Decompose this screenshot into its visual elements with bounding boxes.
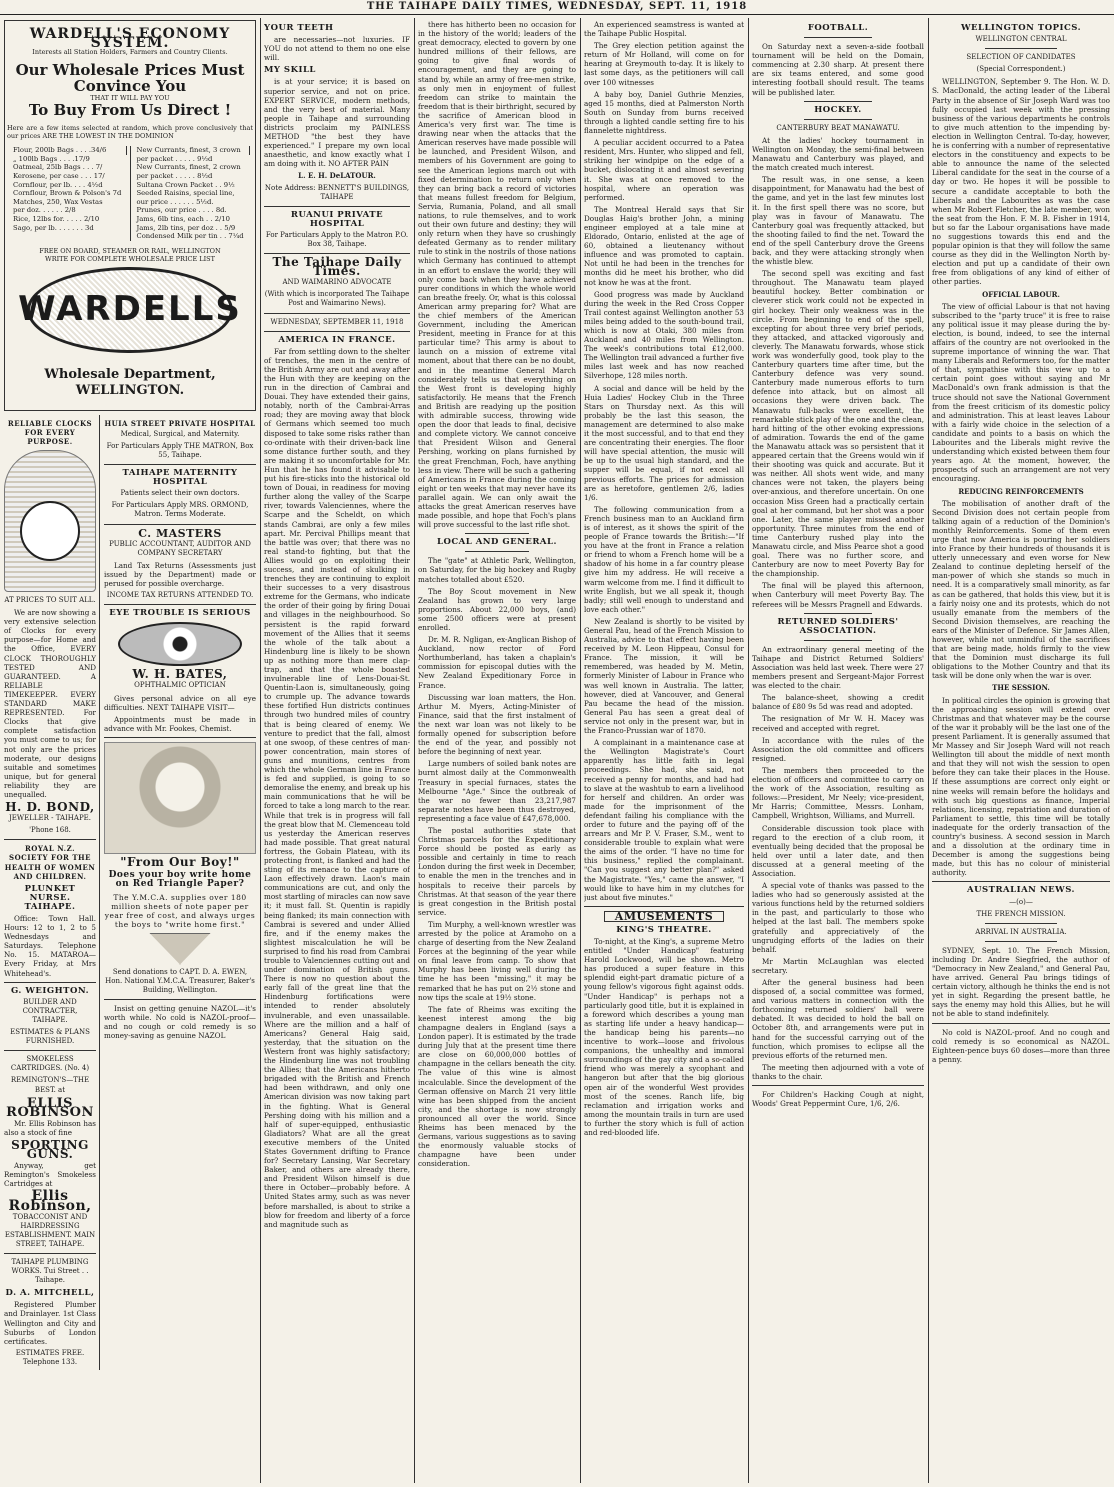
column-rule	[260, 18, 261, 1483]
ymca-l2: The Y.M.C.A. supplies over 180 million sheets of note paper per year free of cost, and always urges the boys to "write home first."	[104, 893, 256, 930]
col5-list-item: A complainant in a maintenance case at the Wellington Magistrate's Court apparently has little faith in legal proceedings. She had, she said, not received a penny for months, and had had to slave at the washtub to earn a livelihood for herself and children. An order was made for the imprisonment of the defendant failing his compliance with the order to future and the paying off of the arrears and Mr P. V. Fraser, S.M., went to considerable trouble to explain what were the aims of the order. "I have no time for this business," replied the complainant. "Can you suggest any better plan?" asked the Magistrate. "Yes," came the answer, "I would like to have him in my clutches for just about five minutes."	[584, 738, 744, 902]
ymca-triangle-icon	[149, 933, 211, 965]
ruanui-head: RUANUI PRIVATE HOSPITAL	[290, 209, 384, 229]
pr-item: Seeded Raisins, special line,	[136, 189, 235, 198]
labour-text: The view of official Labour is that not having subscribed to the "party truce" it is free to raise any political issue it may please during the by-election, is bound, indeed, to see the internal affairs of the country are not overlooked in the supreme importance of winning the war. That many Liberals and Reformers too, for the matter of that, sympathise with this view up to a certain point goes without saying and Mr MacDonald's own frank admission is that the truce should not save the National Government from the freest criticism of its domestic policy and administration. This at least leaves Labour with a fairly wide choice in the selection of a candidate and points to a basis on which the Labourites and the Liberals might revive the understanding which existed between them four years ago. At the moment, however, the prospects of such an arrangement are not very encouraging.	[932, 301, 1110, 484]
topics-sub: WELLINGTON CENTRAL	[975, 35, 1067, 44]
col5-list-item: An experienced seamstress is wanted at the Taihape Public Hospital.	[584, 20, 744, 39]
robinson-l7: Ellis Robinson,	[8, 1188, 92, 1214]
paper-note: (With which is incorporated The Taihape Post and Waimarino News).	[264, 290, 410, 308]
skill-head: MY SKILL	[264, 65, 316, 76]
teeth-l1: are necessaries—not luxuries. IF YOU do not attend to them no one else will.	[264, 35, 410, 63]
pr-item: Prunes, our price . . . . 8d.	[136, 206, 227, 215]
aus-arrival: ARRIVAL IN AUSTRALIA.	[975, 927, 1067, 936]
reinf-head: REDUCING REINFORCEMENTS	[958, 486, 1084, 496]
pr-item: Jams, 2lb tins, per doz . . 5/9	[136, 223, 236, 232]
america-head: AMERICA IN FRANCE.	[278, 334, 396, 345]
bates-head: EYE TROUBLE IS SERIOUS	[109, 608, 251, 619]
column-5	[584, 20, 744, 1483]
column-rule	[414, 18, 415, 1483]
robinson-l6: Anyway, get Remington's Smokeless Cartridges at	[4, 1161, 96, 1189]
col5-list-item: A peculiar accident occurred to a Patea resident, Mrs. Hunter, who slipped and fell, striking her windpipe on the edge of a bucket, dislocating it and almost severing it. She was at once removed to the hospital, where an operation was performed.	[584, 138, 744, 202]
aus-text: SYDNEY, Sept. 10. The French Mission, including Dr. Andre Siegfried, the author of "Democracy in New Zealand," and General Pau, have arrived. General Pau brings tidings of certain victory, although he thinks the end is not yet in sight. Regarding the present battle, he says the enemy may hold this Allies, but he will not be able to stand indefinitely.	[932, 945, 1110, 1019]
cure-ad: For Children's Hacking Cough at night, Woods' Great Peppermint Cure, 1/6, 2/6.	[752, 1090, 924, 1109]
rsa-list	[752, 645, 924, 1081]
local-list-item: Tim Murphy, a well-known wrestler was arrested by the police at Aramoho on a charge of deserting from the New Zealand Forces at the beginning of the year while on final leave from camp. To show that Murphy has been living well during the time he has been "missing," it may be remarked that he has put on 2½ stone and now tips the scale at 19½ stone.	[418, 919, 576, 1002]
eye-picture	[118, 622, 242, 666]
col5-list-item: Good progress was made by Auckland during the week in the Red Cross Copper Trail contest against Wellington another 53 miles being added to the south-bound trail, which is now at Otaki, 380 miles from Auckland and 40 miles from Wellington. The week's contributions total £12,000. The Wellington trail advanced a further five miles last week and has now reached Silverhope, 128 miles north.	[584, 289, 744, 381]
bond-prices: AT PRICES TO SUIT ALL.	[4, 596, 96, 604]
aus-o: —(o)—	[1009, 897, 1033, 906]
bond-head: RELIABLE CLOCKS FOR EVERY PURPOSE.	[7, 418, 93, 446]
local-list-item: Dr. M. R. Ngligan, ex-Anglican Bishop of Auckland, now rector of Ford Northumberland, has taken a chaplain's commission for episcopal duties with the New Zealand Expeditionary Force in France.	[418, 635, 576, 690]
masters-text: Land Tax Returns (Assessments just issued by the Department) made or perused for possible overcharge.	[104, 560, 256, 589]
bates-name: W. H. BATES,	[132, 667, 228, 682]
hockey-list-item: At the ladies' hockey tournament in Wellington on Monday, the semi-final between Manawatu and Canterbury was played, and the match created much interest.	[752, 135, 924, 173]
huia-sub: Medical, Surgical, and Maternity.	[120, 429, 240, 438]
robinson-l8: TOBACCONIST AND HAIRDRESSING ESTABLISHMENT. MAIN STREET, TAIHAPE.	[4, 1212, 96, 1248]
local-list-item: The Boy Scout movement in New Zealand has grown to very large proportions. About 22,000 boys, (and) some 2500 officers were at present enrolled.	[418, 586, 576, 632]
col2-ads	[100, 415, 256, 1370]
pr-item: Condensed Milk per tin . . 7¼d	[136, 232, 244, 241]
aus-head: AUSTRALIAN NEWS.	[967, 885, 1075, 896]
maternity-sub: Patients select their own doctors.	[120, 489, 240, 498]
col5-list-item: A social and dance will be held by the Huia Ladies' Hockey Club in the Three Stars on Thursday next. As this will probably be the last this season, the management are determined to also make it the most successful, and to that end they are concentrating their energies. The floor will have special attention, the music will be up to the usual high standard, and the supper will be equal, if not excel all previous efforts. The prices for admission are as heretofore, gentlemen 2/6, ladies 1/6.	[584, 383, 744, 502]
robinson-l1: SMOKELESS CARTRIDGES. (No. 4)	[10, 1055, 90, 1073]
rsa-head: RETURNED SOLDIERS' ASSOCIATION.	[777, 616, 899, 636]
robinson-l5: SPORTING GUNS.	[11, 1137, 89, 1162]
teeth-name: L. E. H. DeLATOUR.	[298, 171, 376, 181]
local-list-item: The postal authorities state that Christmas parcels for the Expeditionary Force should be posted as early as possible and certainly in time to reach London during the first week in December, to enable the men in the trenches and in hospitals to receive their parcels by Christmas. At that season of the year there is great congestion in the British postal service.	[418, 825, 576, 917]
local-list	[418, 556, 576, 1168]
local-list-item: The "gate" at Athletic Park, Wellington, on Saturday, for the big hockey and Rugby matches totalled about £520.	[418, 556, 576, 584]
maternity-head: TAIHAPE MATERNITY HOSPITAL	[122, 468, 238, 488]
soldier-picture	[104, 742, 256, 854]
wardell-write: WRITE FOR COMPLETE WHOLESALE PRICE LIST	[45, 254, 215, 263]
rsa-list-item: After the general business had been disposed of, a social committee was formed, and various matters in connection with the forthcoming returned soldiers' ball were debated. It was decided to hold the ball on October 8th, and arrangements were put in hand for the successful carrying out of the function, which promises to eclipse all the previous efforts of the returned men.	[752, 978, 924, 1060]
plumbing-text: Registered Plumber and Drainlayer. 1st Class Wellington and City and Suburbs of London certificates.	[4, 1300, 96, 1346]
kings-head: KING'S THEATRE.	[616, 924, 712, 935]
pl-item: „ 100lb Bags . . . .17/9	[13, 154, 90, 163]
pl-item: Rice, 12lbs for. . . . . 2/10	[13, 214, 100, 223]
wardell-price-list	[7, 146, 253, 241]
hockey-list-item: The final will be played this afternoon, when Canterbury will meet Poverty Bay. The referees will be Messrs Pragnell and Edwards.	[752, 581, 924, 609]
paper-sub: AND WAIMARINO ADVOCATE	[282, 278, 392, 287]
column-6	[752, 20, 924, 1483]
clock-picture	[4, 450, 96, 592]
col5-list-item: The Grey election petition against the return of Mr Holland, will come on for hearing at Greymouth to-day. It is likely to last some days, as the petitioners will call over 100 witnesses	[584, 41, 744, 87]
robinson-l3: ELLIS ROBINSON	[6, 1095, 94, 1120]
masters-income: INCOME TAX RETURNS ATTENDED TO.	[106, 591, 254, 600]
plumbing-head: TAIHAPE PLUMBING WORKS. Tui Street . . Taihape.	[11, 1258, 89, 1285]
pl-item: Sago, per lb. . . . . . . 3d	[13, 223, 94, 232]
price-list-right	[131, 146, 254, 241]
bates-text: Gives personal advice on all eye difficulties. NEXT TAIHAPE VISIT—	[104, 693, 256, 712]
wardell-logo: WARDELLS	[27, 267, 233, 353]
kings-text: To-night, at the King's, a supreme Metro entitled "Under Handicap" featuring Harold Lockwood, will be shown. Metro has produced a super feature in this splendid eight-part dramatic picture of a young fellow's vigorous fight against odds. "Under Handicap" is perhaps not a particularly good title, but it is explained in a foreword which describes a young man as starting life under a heavy handicap—the handicap being his parents—no incentive to work—loose and frivolous companions, the unhealthy and immoral surroundings of the gay city and a so-called friend who was merely a sycophant and hangeron but after that the big glorious open air of the wonderful West provides most of the scenes. Ranch life, big reclamation and irrigation works and among the mountain trails in turn are used to further the story which is full of action and red-blooded life.	[584, 937, 744, 1137]
column-4	[418, 20, 576, 1483]
pl-item: Cornflour, per lb. . . . 4½d	[13, 180, 103, 189]
topics-list	[932, 77, 1110, 286]
nazol-ad-2: No cold is NAZOL-proof. And no cough and cold remedy is so economical as NAZOL. Eighteen-pence buys 60 doses—more than three a penny.	[932, 1027, 1110, 1064]
rsa-list-item: Mr Martin McLaughlan was elected secretary.	[752, 956, 924, 975]
paper-date: WEDNESDAY, SEPTEMBER 11, 1918	[270, 317, 404, 326]
topics-head: WELLINGTON TOPICS.	[960, 23, 1082, 33]
rsa-list-item: A special vote of thanks was passed to the ladies who had so generously assisted at the various functions held by the returned soldiers in the past, and particularly to those who helped at the last ball. The members spoke gratefully and appreciatively of the ungrudging efforts of the ladies on their behalf.	[752, 881, 924, 954]
rsa-list-item: An extraordinary general meeting of the Taihape and District Returned Soldiers' Association was held last week. There were 27 members present and Sergeant-Major Forrest was elected to the chair.	[752, 644, 924, 691]
column-rule	[928, 18, 929, 1483]
paper-title: The Taihape Daily Times.	[272, 255, 402, 279]
weighton-est: ESTIMATES & PLANS FURNISHED.	[10, 1028, 90, 1046]
column-rule	[580, 18, 581, 1483]
price-list-left	[7, 146, 131, 241]
pl-item: Kerosene, per case . . . 17/	[13, 171, 105, 180]
rsa-list-item: The balance-sheet, showing a credit balance of £80 9s 5d was read and adopted.	[752, 693, 924, 712]
session-head: THE SESSION.	[992, 683, 1050, 693]
wardell-line3: THAT IT WILL PAY YOU	[90, 94, 170, 103]
col5-list-item: A baby boy, Daniel Guthrie Menzies, aged 15 months, died at Palmerston North South on Sunday from burns received through a lighted candle setting fire to his flannelette nightdress.	[584, 89, 744, 136]
hockey-list-item: The second spell was exciting and fast throughout. The Manawatu team played beautiful hockey. Better combination or cleverer stick work could not be expected in girl hockey. Their only weakness was in the circle. From beginning to end of the spell, excepting for about three very brief periods, they attacked, and attacked vigorously and cleverly. The Manawatu forwards, whose stick work was wonderfully good, took play to the Canterbury quarters time after time, but the Canterbury defence was very sound. Canterbury made numerous efforts to turn defence into attack, but on almost all occasions they were driven back. The Manawatu full-backs were excellent, the remarkable stick play of the one and the clean, hard hitting of the other evoking expressions of admiration. Towards the end of the game the Manawatu attack was so persistent that it appeared certain that the Greens would win if their shooting was quick and accurate. But it was neither. All shots went wide, and many chances were not taken, the players being over-anxious, and therefore uncertain. On one occasion Miss Green had a practically certain goal at her command, but her shot was a poor one. Later, the same player missed another opportunity. Three minutes from the end of time Canterbury rushed play into the Manawatu circle, and Miss Pearce shot a good goal. There was no further score, and Canterbury are now to meet Poverty Bay for the championship.	[752, 269, 924, 579]
amusements-head: AMUSEMENTS	[604, 911, 724, 922]
wardell-title: WARDELL'S ECONOMY SYSTEM.	[29, 26, 231, 52]
america-continued: there has hitherto been no occasion for in the history of the world; leaders of the great democracy, elected to govern by one hundred millions of their fellows, are going to give final words of encouragement, and they are going to stand by, while an army of free-men strike, as only men in enjoyment of fullest freedom can strike to maintain the freedom that is their birthright, secured by the sacrifice of American blood in America's very first war. The time is drawing near when the attacks that the American reserves have made possible will be launched, and President Wilson, and members of his Government are going to see the American legions march out with fixed determination to return only when they can bring back a record of victories that means fullest freedom for Belgium, Servia, Rumania, Poland, and all small nations, to rule themselves, and to work out their own future and destiny; they will only return when they have so crushingly defeated Germany as to render military rule to stink in the nostrils of those nations which Germany has continued to attempt in an effort to enslave the world; they will only come back when they have achieved purer conditions in which the whole world can breathe freely. Or, what is this colossal American army preparing for? What are the chief members of the American Government, including the American President, meeting in France for at this particular time? This army is about to launch on a mission of extreme vital moment, about that there can be no doubt, and in the meantime General March considerately tells us that everything on the West front is developing highly satisfactorily. He means that the French and British are readying up the position with admirable success, throwing wide open the door that leads to final, decisive and complete victory. We cannot conceive that President Wilson and General Pershing, working on plans furnished by the great Frenchman, Foch, have anything less in view. There will be such a gathering of Americans in France during the coming eight or ten weeks that may never have its parallel again. We can only await the attacks the great American reserves have made possible, and hope that Foch's plans will prove successful to the last rifle shot.	[418, 20, 576, 530]
wardell-free: FREE ON BOARD, STEAMER OR RAIL, WELLINGTON	[39, 246, 221, 255]
bates-trade: OPHTHALMIC OPTICIAN	[134, 681, 226, 690]
pl-item: Oatmeal, 25lb Bags . . . 7/	[13, 163, 103, 172]
pr-item: New Currants, finest, 2 crown	[136, 163, 241, 172]
bates-appt: Appointments must be made in advance with Mr. Fookes, Chemist.	[104, 714, 256, 733]
pr-item: Jams, 6lb tins, each . . 2/10	[136, 214, 230, 223]
column-rule	[748, 18, 749, 1483]
rsa-list-item: The meeting then adjourned with a vote of thanks to the chair.	[752, 1062, 924, 1081]
plumbing-est: ESTIMATES FREE. Telephone 133.	[15, 1348, 85, 1366]
teeth-addr: Note Address: BENNETT'S BUILDINGS, TAIHAPE	[264, 183, 410, 201]
skill-text: is at your service; it is based on superior service, and not on price. EXPERT SERVICE, modern methods, and the very best of material. Many people in Taihape and surrounding districts proclaim my PAINLESS METHOD "the best they have experienced." I prepare my own local anaesthetic, and know exactly what I am doing with it. NO AFTER PAIN	[264, 77, 410, 169]
rsa-list-item: The members then proceeded to the election of officers and committee to carry on the work of the Association, resulting as follows:—President, Mr Neely; vice-president, Mr Harris; Committee, Messrs. Lonham, Campbell, Wrightson, Williams, and Murrell.	[752, 765, 924, 821]
wardell-intro: Here are a few items selected at random, which prove conclusively that our prices ARE THE LOWEST IN THE DOMINION	[7, 124, 253, 141]
maternity-apply: For Particulars Apply MRS. ORMOND, Matron. Terms Moderate.	[111, 501, 249, 519]
bond-ad	[4, 415, 100, 1370]
labour-head: OFFICIAL LABOUR.	[982, 289, 1060, 299]
bond-name: H. D. BOND,	[5, 800, 95, 815]
teeth-head: YOUR TEETH	[264, 23, 334, 33]
pr-item: per packet . . . . . 8½d	[136, 171, 213, 180]
col5-list-item: The following communication from a French business man to an Auckland firm is of interest, as it shows the spirit of the people of France towards the British:—"If you have at the front in France a relation or friend to whom a French home will be a shadow of his home in a far country please give him my address. He will receive a warm welcome from me. I find it difficult to write English, but we all speak it, though badly; still well enough to understand and love each other."	[584, 504, 744, 614]
wardell-line2: Convince You	[73, 77, 187, 96]
rsa-list-item: In accordance with the rules of the Association the old committee and officers resigned.	[752, 735, 924, 763]
robinson-l4: Mr. Ellis Robinson has also a stock of fine	[4, 1118, 96, 1137]
col5-list	[584, 20, 744, 902]
pr-item: per packet . . . . . 9½d	[136, 154, 213, 163]
america-body: Far from settling down to the shelter of trenches, the men in the centre of the British Army are out and away after the Hun with they are keeping on the run in the direction of Cambrai and Douai. They have extended their gains, notably, north of the Cambrai-Arras road; they are moving away that block of Germans which seemed too much disposed to take some risks rather than co-ordinate with their driven-back line some distance further south, and they are making it so uncomfortable for Mr. Hun that he has found it advisable to put his fire-sticks into the historical old town of Douai, in readiness for moving further along the valley of the Scarpe river, towards Valenciennes, where the Scarpe and the Scheldt, on which stands Cambrai, are only a few miles apart. Mr. Percival Phillips meant that the battle was over; that there was no real stand-to fighting, but that the Allies would go on exploiting their success, and instead of skulking in trenches they are continuing to exploit their successes to a very disastrous extreme for the Germans, who indicate the order of their going by firing Douai and villages in the neighbourhood. So persistent is the rapid forward movement of the Allies that it seems the whole of the talk about a Hindenburg line is likely to be shown up as nothing more than mere clap-trap, and that the whole boasted invulnerable line of Lens-Douai-St. Quentin-Laon is, simultaneously, going to crumple up. The advance towards these fortified Hun districts continues through two hundred miles of country that is being cleared of enemy. We venture to predict that the fall, almost at one swoop, of these centres of man-power concentration, main stores of guns and munitions, centres from which the whole German line in France is fed and supplied, is going to so demoralise the enemy, and break up his main communications that he will be forced to take a long march to the rear. While that trek is in progress will fall the great blow that M. Clemenceau told us yesterday the American reserves had made possible. That great natural fortress, the Gobain Plateau, with its protecting front, is flanked and had the sting of its menace to the capture of Laon effectively drawn. Laon's main communications are cut, and only the most startling of miracles can now save it; it must fall. St. Quentin is rapidly being flanked; its main connection with Cambrai is severed and under Allied fire, and if the enemy makes the slightest miscalculation he will be surprised to find his road from Cambrai trouble to Valenciennes cutting out and under domination of British guns. There is now no question about the early fall of the great line that the Hindenburg fortifications were intended to render absolutely invulnerable, and even unassailable. Where are the million and a half of Americans? General Haig said, yesterday, that the situation on the Western front was highly satisfactory; the Hindenburg line was not troubling the Allies; that the Americans hitherto brigaded with the British and French had been withdrawn, and only one American division was now taking part in the fighting. What is General Pershing doing with his million and a half of super-equipped, enthusiastic Gladiators? What are all the great executive members of the United States Government drifting to France for? Secretary Lansing, War Secretary Baker, and others are already there, and President Wilson himself is due there in October—probably before. A United States army, such as was never before marshalled, is about to strike a blow for freedom and liberty of a force and magnitude such as	[264, 346, 410, 1229]
bond-text: We are now showing a very extensive selection of Clocks for every purpose—for Home and the Office, EVERY CLOCK THOROUGHLY TESTED AND GUARANTEED. A RELIABLE TIMEKEEPER. EVERY STANDARD MAKE REPRESENTED. For Clocks that give complete satisfaction you must come to us; for not only are the prices moderate, our designs suitable and sometimes unique, but for general reliability they are unequalled.	[4, 608, 96, 799]
wardell-dept: Wholesale Department,	[44, 366, 216, 382]
masters-trade: PUBLIC ACCOUNTANT, AUDITOR AND COMPANY SECRETARY	[109, 539, 251, 557]
aus-mission: THE FRENCH MISSION.	[976, 909, 1066, 918]
hockey-sub: CANTERBURY BEAT MANAWATU.	[776, 123, 900, 132]
huia-head: HUIA STREET PRIVATE HOSPITAL	[104, 418, 256, 428]
nazol-ad: Insist on getting genuine NAZOL—it's worth while. No cold is NAZOL-proof—and no cough or cold remedy is so money-saving as genuine NAZOL	[104, 1003, 256, 1041]
football-head: FOOTBALL.	[807, 23, 869, 33]
football-text: On Saturday next a seven-a-side football tournament will be held on the Domain, commencing at 2.30 sharp. At present there are six teams entered, and some good interesting football should result. The teams will be published later.	[752, 42, 924, 97]
pl-item: Cornflour, Brown & Polson's 7d	[13, 189, 122, 198]
wardell-line4: To Buy From Us Direct !	[28, 101, 232, 120]
rsa-list-item: The resignation of Mr W. H. Macey was received and accepted with regret.	[752, 714, 924, 733]
column-7	[932, 20, 1110, 1483]
hockey-list	[752, 136, 924, 609]
wardell-interest: Interests all Station Holders, Farmers and Country Clients.	[32, 48, 228, 57]
bond-trade: JEWELLER - TAIHAPE.	[8, 814, 92, 823]
wardell-ad	[4, 20, 256, 411]
pl-item: per doz. . . . . . 2/8	[13, 206, 76, 215]
plunket-text: Office: Town Hall. Hours: 12 to 1, 2 to 5 Wednesdays and Saturdays. Telephone No. 15. MATAROA—Every Friday, at Mrs Whitehead's.	[4, 914, 96, 978]
local-list-item: Discussing war loan matters, the Hon. Arthur M. Myers, Acting-Minister of Finance, said that the first instalment of the next war loan was not likely to be formally opened for subscription before the end of the year, and possibly not before the beginning of next year.	[418, 692, 576, 757]
local-list-item: The fate of Rheims was exciting the keenest interest among the big champagne dealers in England (says a London paper). It is estimated by the trade during July that at the present time there are close on 60,000,000 bottles of champagne in the cellars beneath the city. The value of this wine is almost incalculable. Since the development of the German offensive on March 21 very little wine has been shipped from the ancient city, and the shortage is now strongly pronounced all over the world. Since Rheims has been menaced by the Germans, various suggestions as to saving the enormously valuable stocks of champagne have been under consideration.	[418, 1004, 576, 1169]
bond-phone: 'Phone 168.	[29, 826, 71, 835]
plumbing-name: D. A. MITCHELL,	[5, 1288, 95, 1299]
robinson-l2: REMINGTON'S—THE BEST. at	[10, 1076, 90, 1094]
col5-list-item: The Montreal Herald says that Sir Douglas Haig's brother John, a mining engineer employed at a tale mine at Eldorado, Ontario, enlisted at the age of 60, obtained a lieutenancy without influence and was promoted to captain. Not until he had been in the trenches for months did he meet his brother, who did not know he was at the front.	[584, 204, 744, 287]
weighton-trade: BUILDER AND CONTRACTER, TAIHAPE.	[22, 997, 78, 1024]
ymca-send: Send donations to CAPT. D. A. EWEN, Hon. National Y.M.C.A. Treasurer, Baker's Building, Wellington.	[105, 967, 255, 994]
selection-head: SELECTION OF CANDIDATES	[966, 53, 1076, 62]
hockey-list-item: The result was, in one sense, a keen disappointment, for Manawatu had the best of the game, and yet in the last few minutes lost it. In the first spell there was no score, but play was in favour of Manawatu. The Canterbury goal was frequently attacked, but the shooting failed to find the net. Toward the end of the spell Canterbury drove the Greens back, and they were attacking strongly when the whistle blew.	[752, 175, 924, 267]
plunket-head: ROYAL N.Z. SOCIETY FOR THE HEALTH OF WOMEN AND CHILDREN.	[4, 844, 96, 881]
column-3	[264, 20, 410, 1483]
ruanui-text: For Particulars Apply to the Matron P.O. Box 38, Taihape.	[265, 230, 409, 248]
weighton-name: G. WEIGHTON.	[10, 985, 90, 996]
wardell-line1: Our Wholesale Prices Must	[15, 61, 245, 80]
pl-item: Matches, 250, Wax Vestas	[13, 197, 103, 206]
pr-item: our price . . . . . . 5½d.	[136, 197, 214, 206]
session-text: In political circles the opinion is growing that the approaching session will extend over Christmas and that whatever may be the course of the war it probably will be the last one of the present Parliament. It is generally assumed that Mr Massey and Sir Joseph Ward will not reach Wellington till about the middle of next month and that they will not wish the session to open before they can take their places in the House. If these assumptions are correct only eight or nine weeks will remain before the holidays and with such big questions as finance, Imperial relations, licensing, repatriation and duration of Parliament to settle, this time will be totally inadequate for the orderly transaction of the country's business. A second session in March and a dissolution at the ordinary time in December is among the suggestions being made, but this has no colour of ministerial authority.	[932, 695, 1110, 878]
column-1	[4, 20, 256, 1483]
special-correspondent: (Special Correspondent.)	[976, 65, 1066, 74]
masthead: THE TAIHAPE DAILY TIMES, WEDNESDAY, SEPT. 11, 1918	[0, 0, 1114, 15]
ymca-l1: Does your boy write home on Red Triangle Paper?	[108, 869, 252, 890]
topics-list-item: WELLINGTON, September 9. The Hon. W. D. S. MacDonald, the acting leader of the Liberal Party in the absence of Sir Joseph Ward was too fully occupied last week with the pressing business of the various departments he controls to give much attention to the impending by-election in Wellington Central. To-day, however, he is conferring with a number of representative electors in the constituency and expects to be able to announce the name of the selected Liberal candidate for the seat in the course of a day or two. He hopes it will be possible to secure a candidate acceptable to both the Liberals and the Labourites as was the case when Mr Robert Fletcher, the late member, won the seat from the Hon. F. M. B. Fisher in 1914, but so far the Labour organisations have made no suggestions towards this end and the popular opinion is that they will follow the same course as they did in the Wellington North by-election and put up a candidate of their own free from obligations of any kind of either of other parties.	[932, 77, 1110, 287]
pl-item: Flour, 200lb Bags . . . .34/6	[10, 146, 127, 155]
wardell-city: WELLINGTON.	[75, 382, 185, 398]
masters-name: C. MASTERS	[138, 526, 222, 540]
local-head: LOCAL AND GENERAL.	[437, 537, 557, 548]
col5-list-item: New Zealand is shortly to be visited by General Pau, head of the French Mission to Australia, advice to that effect having been received by M. Leon Hippeau, Consul for France. The mission, it will be remembered, was headed by M. Metin, formerly Minister of Labour in France who was well known in Australia. The latter, however, died at Vancouver, and General Pau became the head of the mission. General Pau has seen a great deal of service not only in the present war, but in the Franco-Prussian war of 1870.	[584, 616, 744, 736]
huia-apply: For Particulars Apply THE MATRON, Box 55, Taihape.	[106, 441, 254, 459]
rsa-list-item: Considerable discussion took place with regard to the erection of a club room, it eventually being decided that the proposal be held over until a later date, and then discussed at a general meeting of the Association.	[752, 823, 924, 878]
local-list-item: Large numbers of soiled bank notes are burnt almost daily at the Commonwealth Treasury in special furnaces, states the Melbourne "Age." Since the outbreak of the war no fewer than 23,217,987 separate notes have been thus destroyed, representing a face value of £47,678,000.	[418, 759, 576, 823]
pr-item: New Currants, finest, 3 crown	[134, 146, 251, 155]
plunket-nurse: PLUNKET NURSE. TAIHAPE.	[24, 883, 76, 912]
reinf-text: The mobilisation of another draft of the Second Division does not certain people from talking again of a reduction of the Dominion's monthly Reinforcements. Some of them even urge that now America is pouring her soldiers into France by their hundreds of thousands it is utterly unnecessary and even worse for New Zealand to continue depleting herself of the man-power of which she stands so much in need. It is a comparatively small minority, as far as can be gathered, that holds this view, but it is a fairly noisy one and its protests, which do not usually emanate from the members of the Second Division themselves, are reaching the ears of the Minister of Defence. Sir James Allen, however, while not unmindful of the sacrifices that are being made, holds firmly to the view that the Dominion must discharge its full obligations to the Mother Country and that its task will be done only when the war is over.	[932, 498, 1110, 681]
pr-item: Sultana Crown Packet . . 9½	[136, 180, 235, 189]
hockey-head: HOCKEY.	[814, 104, 862, 115]
ymca-head: "From Our Boy!"	[120, 854, 240, 869]
